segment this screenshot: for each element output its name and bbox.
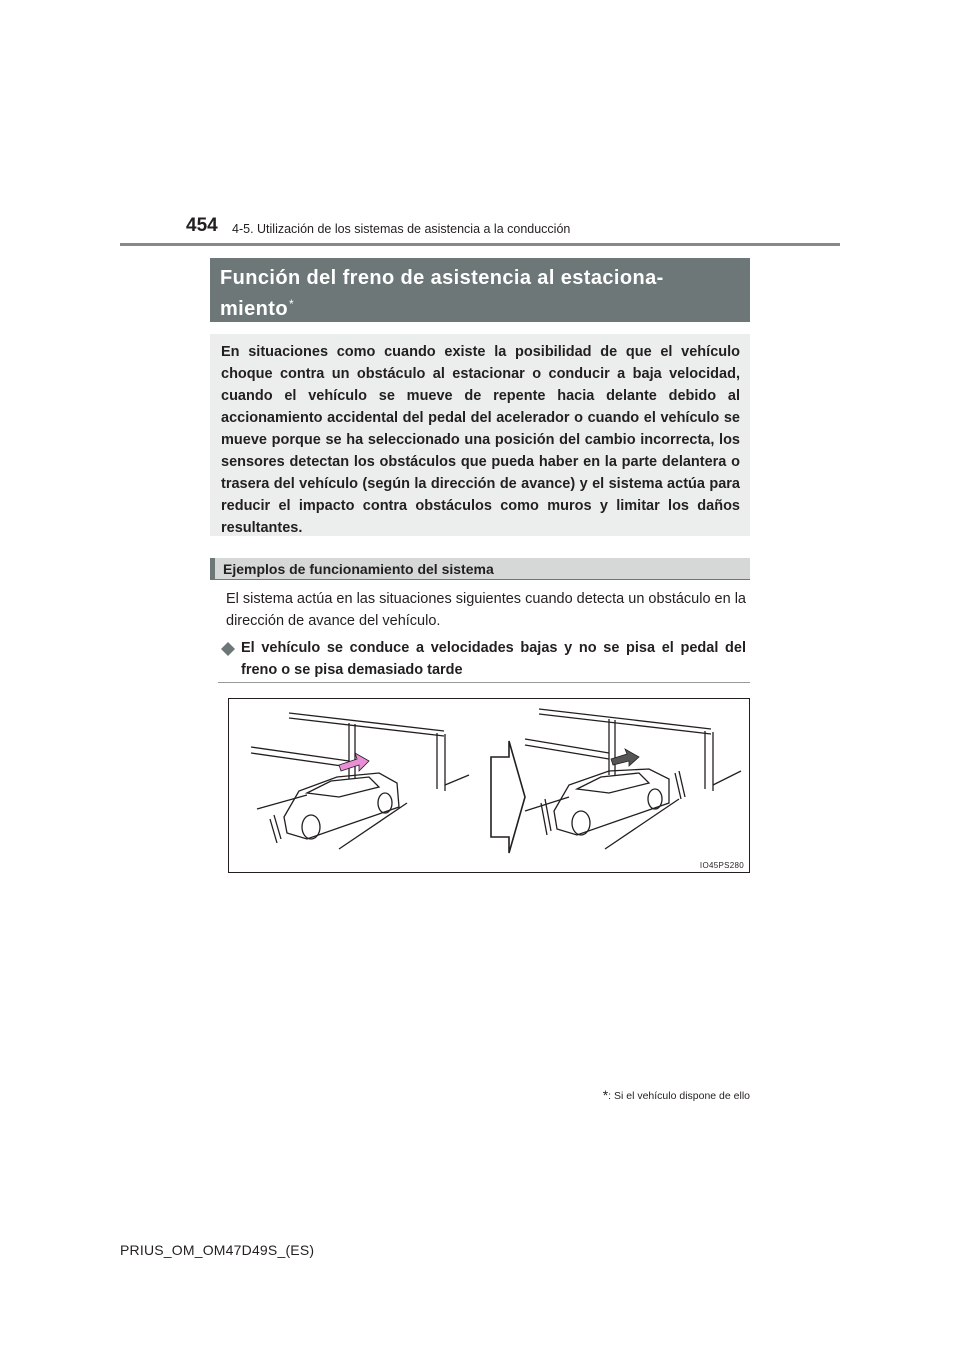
document-id: PRIUS_OM_OM47D49S_(ES) <box>120 1242 315 1258</box>
intro-paragraph: En situaciones como cuando existe la posibilidad de que el vehículo choque contra un obstáculo al estacionar o conducir a baja velocidad, cuando el vehículo se mueve de repente hacia delante debido al accionamiento accidental del pedal del acelerador o cuando el vehículo se mueve porque se ha seleccionado una posición del cambio incorrecta, los sensores detectan los obstáculos que pueda haber en la parte delantera o trasera del vehículo (según la dirección de avance) y el sistema actúa para reducir el impacto contra obstáculos como muros y limitar los daños resultantes. <box>210 334 750 536</box>
title-line-2: miento* <box>220 297 295 320</box>
example-subheading: El vehículo se conduce a velocidades bajas y no se pisa el pedal del freno o se pisa demasiado tarde <box>241 640 746 678</box>
footnote <box>603 1087 750 1103</box>
header-divider <box>120 243 840 246</box>
illustration-figure <box>228 698 750 873</box>
footnote-text: : Si el vehículo dispone de ello <box>608 1090 750 1102</box>
title-asterisk-icon: * <box>288 297 295 311</box>
figure-code: IO45PS280 <box>699 861 744 870</box>
title-line-1: Función del freno de asistencia al estaciona- <box>220 267 664 289</box>
page-title <box>210 258 750 322</box>
subheading-divider <box>218 682 750 683</box>
footnote-asterisk-icon: * <box>602 1087 609 1103</box>
diamond-bullet-icon <box>221 642 235 656</box>
page-number: 454 <box>186 215 218 236</box>
body-paragraph: El sistema actúa en las situaciones siguientes cuando detecta un obstáculo en la dirección de avance del vehículo. <box>226 591 746 629</box>
section-heading: Ejemplos de funcionamiento del sistema <box>210 558 750 580</box>
running-header: 4-5. Utilización de los sistemas de asistencia a la conducción <box>232 222 571 236</box>
parking-illustration <box>229 699 749 872</box>
